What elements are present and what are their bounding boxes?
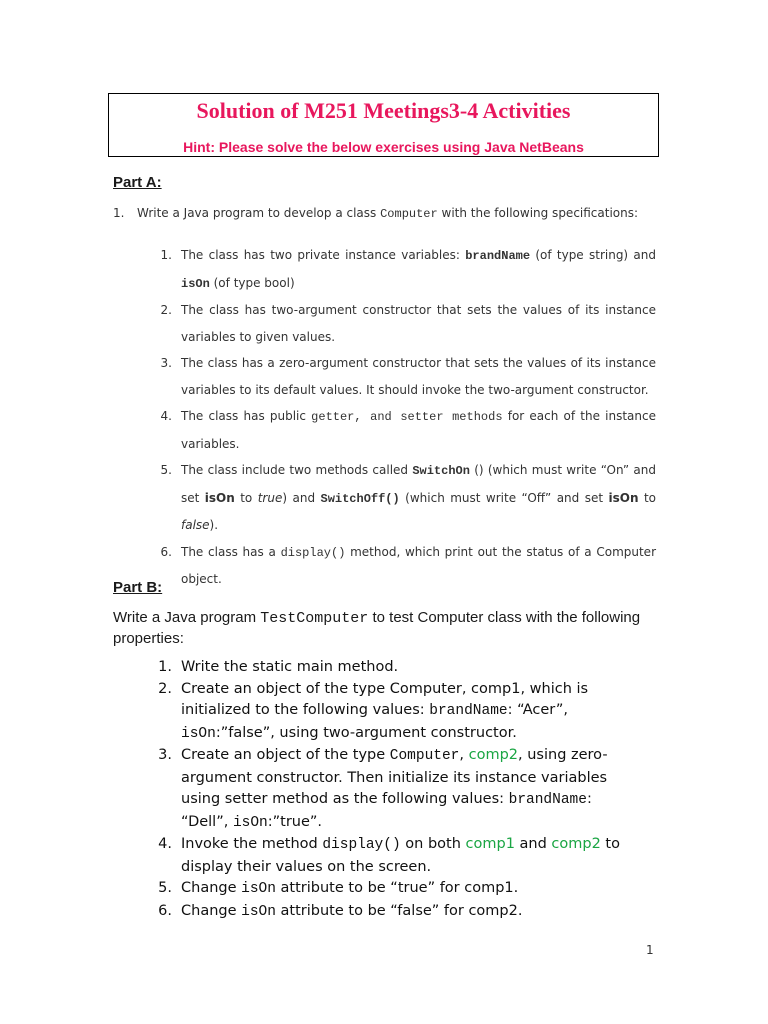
item-text: to display their values on the screen.	[181, 836, 620, 875]
italic-text: true	[257, 490, 283, 505]
code-text: display()	[322, 837, 401, 853]
list-item	[150, 901, 640, 924]
list-item	[150, 745, 640, 834]
code-text: isOn	[241, 903, 276, 920]
item-text: attribute to be “false” for comp2.	[275, 902, 523, 919]
code-text: display()	[280, 545, 346, 560]
part-b-intro	[113, 608, 656, 649]
item-text: (which must write “Off” and set	[399, 490, 609, 505]
intro-text: Write a Java program to develop a class	[137, 206, 381, 220]
item-text: The class has two private instance variables:	[181, 248, 466, 262]
intro-text: Write a Java program	[113, 609, 261, 626]
item-text: Create an object of the type	[181, 747, 390, 763]
class-name-code: Computer	[380, 207, 438, 221]
list-number: 5.	[160, 463, 172, 477]
part-b-task-list	[150, 657, 640, 923]
part-a-intro	[113, 206, 638, 221]
list-number: 1.	[158, 659, 172, 675]
list-number: 5.	[158, 880, 172, 896]
item-text: to	[234, 490, 258, 505]
list-number: 4.	[158, 836, 172, 852]
code-text: SwitchOff()	[320, 491, 400, 506]
bold-text: isOn	[608, 490, 639, 505]
highlight-text: comp1	[465, 836, 515, 852]
item-text: Write the static main method.	[181, 659, 399, 675]
italic-text: false	[181, 518, 210, 532]
item-text: ,	[459, 747, 469, 763]
item-text: to	[638, 490, 656, 505]
document-hint: Hint: Please solve the below exercises using Java NetBeans	[183, 139, 584, 155]
item-text: :”false”, using two-argument constructor.	[215, 724, 517, 741]
item-text: The class has a zero-argument constructor that sets the values of its instance variables to its default values. It should invoke the two-argument constructor.	[181, 356, 656, 397]
part-a-spec-list	[150, 242, 656, 593]
code-text: isOn	[232, 814, 268, 831]
item-text: The class include two methods called	[181, 463, 413, 477]
code-text: getter, and setter methods	[311, 410, 503, 424]
code-text: brandName	[465, 249, 531, 263]
list-number: 1.	[113, 206, 125, 220]
code-text: Computer	[389, 748, 460, 764]
item-text: ) and	[282, 490, 321, 505]
item-text: method, which print out the status of a Computer object.	[181, 544, 657, 586]
page-number: 1	[646, 943, 654, 957]
list-item	[150, 403, 656, 457]
item-text: (of type string) and	[530, 248, 656, 262]
intro-text: to test Computer class with the following properties:	[113, 609, 641, 647]
highlight-text: comp2	[551, 836, 601, 852]
part-b-heading: Part B:	[113, 579, 163, 596]
item-text: Change	[181, 880, 242, 896]
list-item	[150, 539, 656, 593]
item-text: for each of the instance variables.	[181, 409, 657, 451]
item-text: and	[514, 836, 552, 852]
list-number: 6.	[158, 902, 172, 919]
intro-text: with the following specifications:	[437, 206, 639, 220]
list-number: 2.	[160, 303, 172, 317]
list-number: 6.	[160, 544, 172, 559]
item-text: : “Dell”,	[181, 791, 592, 830]
highlight-text: comp2	[468, 747, 519, 763]
title-box	[108, 93, 659, 157]
document-title: Solution of M251 Meetings3-4 Activities	[196, 98, 571, 123]
list-item	[150, 679, 640, 746]
item-text: on both	[400, 836, 466, 852]
item-text: (of type bool)	[209, 275, 295, 290]
item-text: The class has two-argument constructor that sets the values of its instance variables to given values.	[181, 303, 656, 344]
list-item	[150, 297, 656, 350]
list-number: 4.	[160, 409, 172, 423]
list-item	[150, 878, 640, 901]
list-item	[150, 657, 640, 679]
class-name-code: TestComputer	[260, 610, 369, 627]
list-number: 3.	[158, 747, 172, 763]
code-text: isOn	[181, 725, 216, 742]
code-text: brandName	[429, 703, 508, 719]
item-text: :”true”.	[267, 813, 323, 830]
item-text: Change	[181, 902, 242, 919]
item-text: The class has a	[181, 544, 281, 559]
item-text: , using zero-argument constructor. Then initialize its instance variables using setter method as the following values:	[181, 747, 608, 807]
bold-text: isOn	[204, 490, 235, 505]
list-number: 3.	[160, 356, 172, 370]
code-text: brandName	[508, 792, 587, 808]
list-item	[150, 457, 656, 539]
item-text: : “Acer”,	[507, 702, 568, 718]
item-text: The class has public	[181, 409, 312, 423]
item-text: ).	[209, 518, 219, 532]
list-item	[150, 350, 656, 403]
part-a-heading: Part A:	[113, 174, 162, 191]
item-text: Create an object of the type Computer, comp1, which is initialized to the following values:	[181, 680, 589, 718]
code-text: SwitchOn	[412, 464, 470, 478]
list-number: 1.	[160, 248, 172, 262]
list-item	[150, 242, 656, 297]
item-text: attribute to be “true” for comp1.	[275, 880, 519, 896]
item-text: Invoke the method	[181, 836, 323, 852]
code-text: isOn	[241, 881, 276, 897]
item-text: () (which must write “On” and set	[181, 463, 656, 505]
list-number: 2.	[158, 680, 172, 697]
code-text: isOn	[181, 276, 210, 291]
list-item	[150, 834, 640, 878]
